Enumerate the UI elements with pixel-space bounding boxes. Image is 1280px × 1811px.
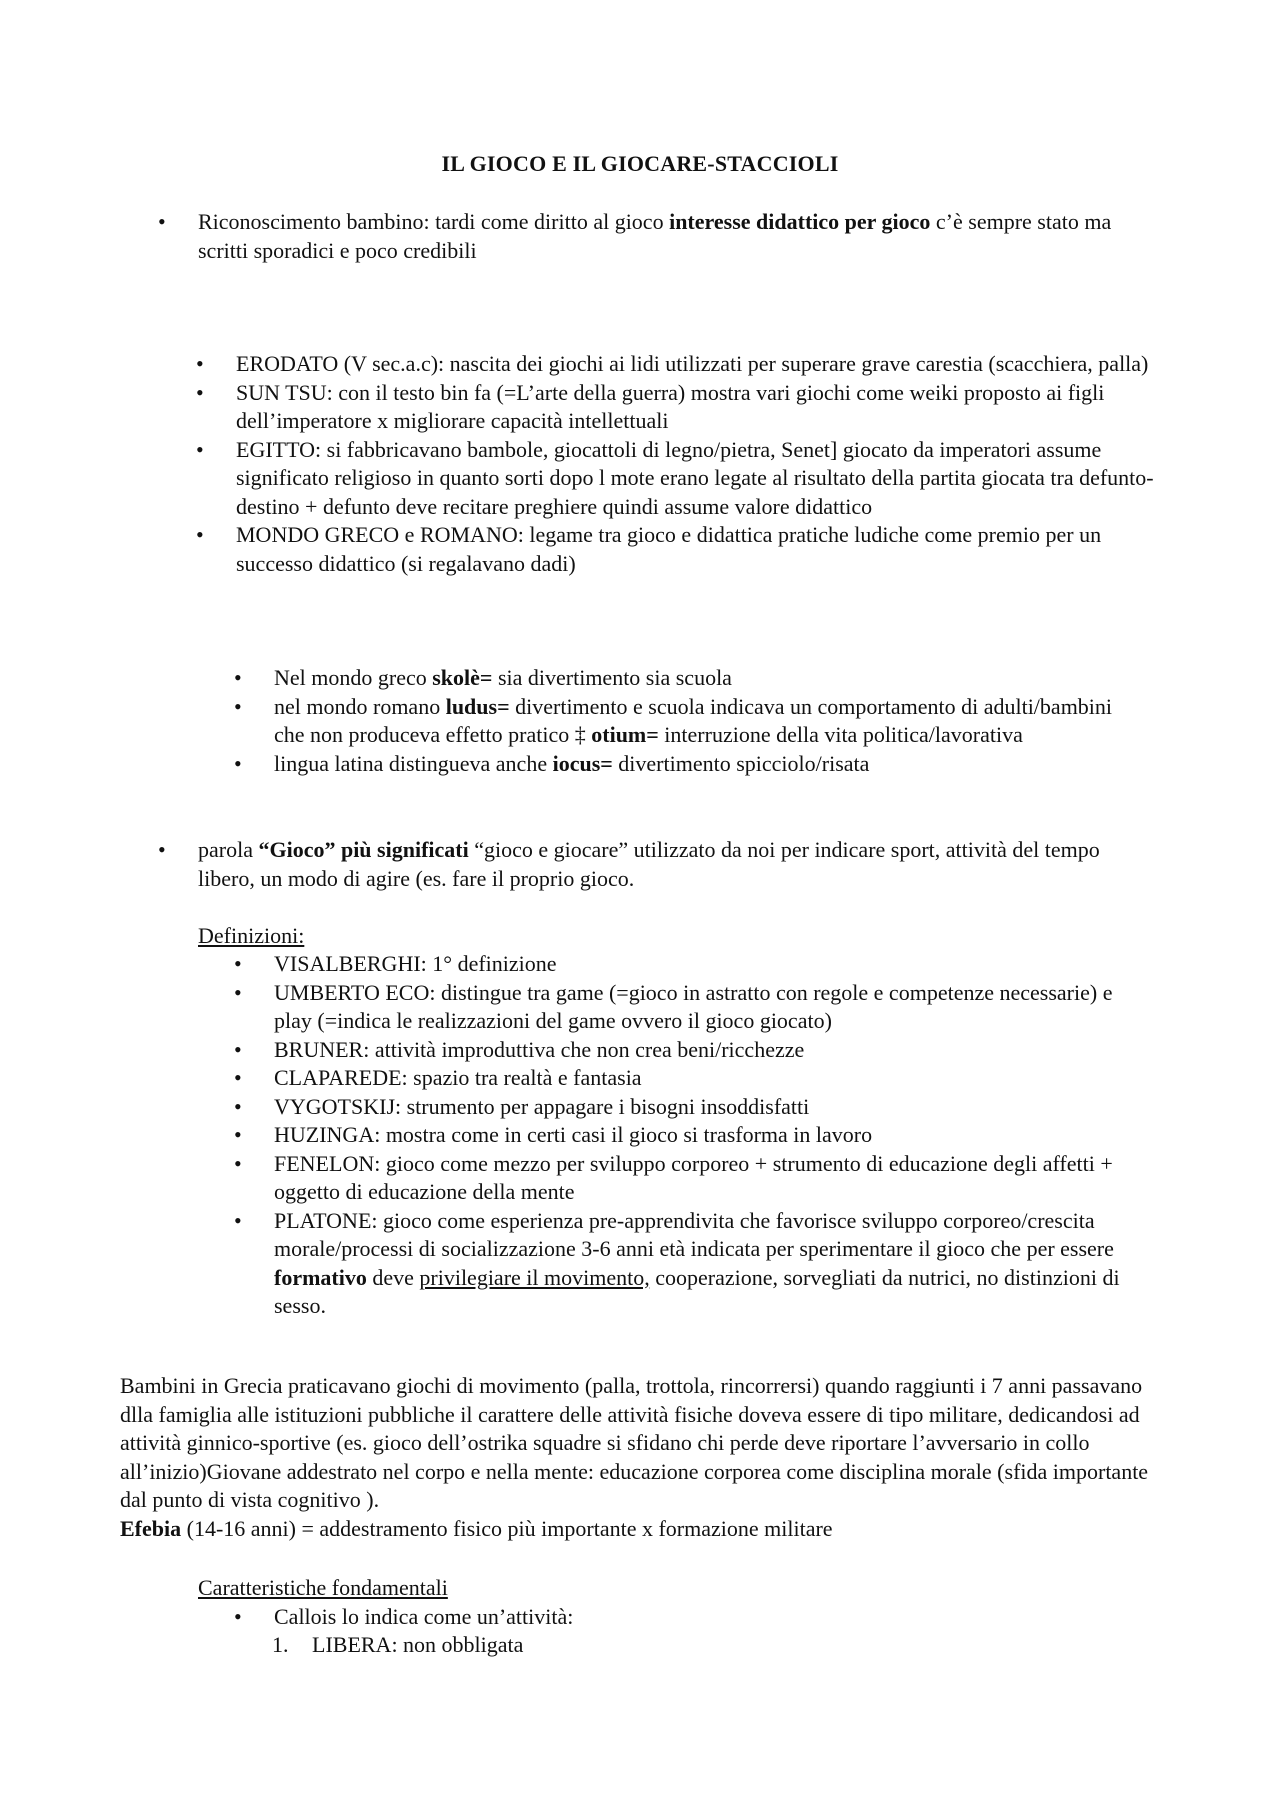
list-item: • HUZINGA: mostra come in certi casi il gioco si trasforma in lavoro bbox=[234, 1121, 1144, 1150]
list-item: • FENELON: gioco come mezzo per sviluppo corporeo + strumento di educazione degli affetti + oggetto di educazione della mente bbox=[234, 1150, 1144, 1207]
list-item: • parola “Gioco” più significati “gioco e giocare” utilizzato da noi per indicare sport, attività del tempo libero, un modo di agire (es. fare il proprio gioco. bbox=[158, 836, 1148, 893]
list-item: • PLATONE: gioco come esperienza pre-apprendivita che favorisce sviluppo corporeo/crescita morale/processi di socializzazione 3-6 anni età indicata per sperimentare il gioco che per essere formativo deve privilegiare il movimento, cooperazione, sorvegliati da nutrici, no distinzioni di sesso. bbox=[234, 1207, 1144, 1321]
list-item: • nel mondo romano ludus= divertimento e scuola indicava un comportamento di adulti/bambini che non produceva effetto pratico ‡ otium= interruzione della vita politica/lavorativa bbox=[234, 693, 1144, 750]
list-item: • VYGOTSKIJ: strumento per appagare i bisogni insoddisfatti bbox=[234, 1093, 1144, 1122]
intro-list bbox=[158, 208, 1118, 265]
list-item: • Callois lo indica come un’attività: bbox=[234, 1603, 1144, 1632]
grecia-paragraph: Bambini in Grecia praticavano giochi di movimento (palla, trottola, rincorrersi) quando raggiunti i 7 anni passavano dlla famiglia alle istituzioni pubbliche il carattere delle attività fisiche doveva essere di tipo militare, dedicandosi ad attività ginnico-sportive (es. gioco dell’ostrika squadre si sfidano chi perde deve riportare l’avversario in collo all’inizio)Giovane addestrato nel corpo e nella mente: educazione corporea come disciplina morale (sfida importante dal punto di vista cognitivo ). Efebia (14-16 anni) = addestramento fisico più importante x formazione militare bbox=[120, 1373, 1149, 1541]
list-item: 1. LIBERA: non obbligata bbox=[272, 1632, 524, 1657]
list-item: • Riconoscimento bambino: tardi come diritto al gioco interesse didattico per gioco c’è sempre stato ma scritti sporadici e poco credibili bbox=[158, 208, 1118, 265]
history-list bbox=[196, 350, 1156, 578]
definitions-list bbox=[234, 950, 1144, 1321]
characteristics-heading: Caratteristiche fondamentali bbox=[198, 1575, 448, 1600]
list-item: • CLAPAREDE: spazio tra realtà e fantasia bbox=[234, 1064, 1144, 1093]
document-title: IL GIOCO E IL GIOCARE-STACCIOLI bbox=[441, 151, 839, 176]
list-item: • MONDO GRECO e ROMANO: legame tra gioco e didattica pratiche ludiche come premio per un successo didattico (si regalavano dadi) bbox=[196, 521, 1156, 578]
numbered-list bbox=[272, 1631, 1142, 1660]
list-item: • BRUNER: attività improduttiva che non crea beni/ricchezze bbox=[234, 1036, 1144, 1065]
list-item: • Nel mondo greco skolè= sia divertimento sia scuola bbox=[234, 664, 1144, 693]
list-item: • lingua latina distingueva anche iocus= divertimento spicciolo/risata bbox=[234, 750, 1144, 779]
definitions-heading: Definizioni: bbox=[198, 923, 305, 948]
list-item: • UMBERTO ECO: distingue tra game (=gioco in astratto con regole e competenze necessarie) e play (=indica le realizzazioni del game ovvero il gioco giocato) bbox=[234, 979, 1144, 1036]
parola-list bbox=[158, 836, 1148, 893]
list-item: • VISALBERGHI: 1° definizione bbox=[234, 950, 1144, 979]
characteristics-list bbox=[234, 1603, 1144, 1632]
classics-list bbox=[234, 664, 1144, 778]
list-item: • EGITTO: si fabbricavano bambole, giocattoli di legno/pietra, Senet] giocato da imperatori assume significato religioso in quanto sorti dopo l mote erano legate al risultato della partita giocata tra defunto-destino + defunto deve recitare preghiere quindi assume valore didattico bbox=[196, 436, 1156, 522]
list-item: • SUN TSU: con il testo bin fa (=L’arte della guerra) mostra vari giochi come weiki proposto ai figli dell’imperatore x migliorare capacità intellettuali bbox=[196, 379, 1156, 436]
list-item: • ERODATO (V sec.a.c): nascita dei giochi ai lidi utilizzati per superare grave carestia (scacchiera, palla) bbox=[196, 350, 1156, 379]
